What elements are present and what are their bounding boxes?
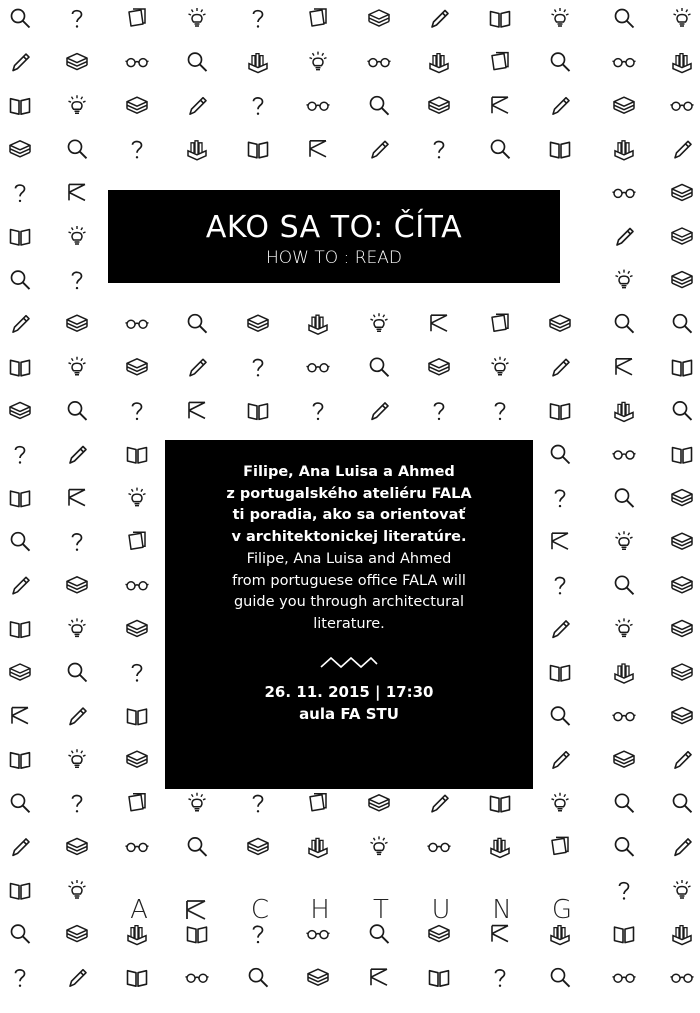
box-icon bbox=[615, 141, 633, 160]
book-icon bbox=[615, 927, 634, 943]
question-icon bbox=[435, 141, 444, 158]
logo-icon bbox=[69, 184, 85, 200]
magnifier-icon bbox=[616, 576, 634, 594]
magnifier-icon bbox=[189, 315, 207, 333]
question-icon bbox=[435, 403, 444, 420]
achtung-letter: A bbox=[130, 895, 148, 925]
magnifier-icon bbox=[189, 838, 207, 856]
magnifier-icon bbox=[552, 53, 570, 71]
logo-icon bbox=[12, 708, 28, 724]
stack-icon bbox=[614, 97, 634, 113]
box-icon bbox=[249, 54, 267, 73]
glasses-icon bbox=[613, 713, 636, 721]
glasses-icon bbox=[126, 582, 149, 590]
stack-icon bbox=[10, 141, 30, 157]
box-icon bbox=[673, 54, 691, 73]
glasses-icon bbox=[307, 102, 330, 110]
question-icon bbox=[254, 795, 263, 812]
bulb-icon bbox=[552, 793, 569, 811]
pencil-icon bbox=[432, 795, 448, 812]
logo-icon bbox=[371, 969, 387, 985]
paper-icon bbox=[310, 794, 326, 811]
magnifier-icon bbox=[12, 794, 30, 812]
pencil-icon bbox=[372, 141, 388, 158]
question-icon bbox=[133, 141, 142, 158]
bulb-icon bbox=[371, 836, 388, 854]
bulb-icon bbox=[492, 357, 509, 375]
book-icon bbox=[430, 971, 449, 987]
glasses-icon bbox=[671, 102, 694, 110]
pencil-icon bbox=[675, 752, 691, 769]
pencil-icon bbox=[553, 621, 569, 638]
pencil-icon bbox=[675, 141, 691, 158]
bulb-icon bbox=[189, 793, 206, 811]
book-icon bbox=[128, 448, 147, 464]
question-icon bbox=[556, 490, 565, 507]
magnifier-icon bbox=[552, 446, 570, 464]
paper-icon bbox=[129, 9, 145, 26]
title-box bbox=[108, 190, 560, 283]
question-icon bbox=[73, 11, 82, 28]
stack-icon bbox=[67, 838, 87, 854]
bulb-icon bbox=[69, 95, 86, 113]
book-icon bbox=[11, 622, 30, 638]
magnifier-icon bbox=[250, 969, 268, 987]
stack-icon bbox=[248, 315, 268, 331]
magnifier-icon bbox=[12, 533, 30, 551]
pencil-icon bbox=[190, 98, 206, 115]
book-icon bbox=[249, 142, 268, 158]
bulb-icon bbox=[552, 8, 569, 26]
question-icon bbox=[314, 403, 323, 420]
book-icon bbox=[551, 404, 570, 420]
book-icon bbox=[673, 448, 692, 464]
info-box bbox=[165, 440, 533, 789]
glasses-icon bbox=[307, 931, 330, 939]
magnifier-icon bbox=[674, 402, 692, 420]
zigzag-divider-icon bbox=[319, 655, 379, 669]
pencil-icon bbox=[553, 98, 569, 115]
pencil-icon bbox=[617, 229, 633, 246]
book-icon bbox=[11, 753, 30, 769]
magnifier-icon bbox=[189, 53, 207, 71]
glasses-icon bbox=[368, 59, 391, 67]
bulb-icon bbox=[310, 52, 327, 70]
stack-icon bbox=[672, 490, 692, 506]
pencil-icon bbox=[432, 11, 448, 28]
box-icon bbox=[491, 838, 509, 857]
stack-icon bbox=[10, 402, 30, 418]
bulb-icon bbox=[616, 531, 633, 549]
bulb-icon bbox=[616, 618, 633, 636]
logo-icon bbox=[310, 141, 326, 157]
event-date: 26. 11. 2015 | 17:30 bbox=[264, 683, 434, 701]
book-icon bbox=[128, 709, 147, 725]
magnifier-icon bbox=[69, 140, 87, 158]
logo-icon bbox=[552, 533, 568, 549]
pencil-icon bbox=[553, 752, 569, 769]
book-icon bbox=[491, 796, 510, 812]
book-icon bbox=[11, 491, 30, 507]
achtung-word bbox=[0, 892, 700, 928]
stack-icon bbox=[614, 751, 634, 767]
book-icon bbox=[551, 142, 570, 158]
stack-icon bbox=[10, 664, 30, 680]
question-icon bbox=[496, 970, 505, 987]
question-icon bbox=[16, 185, 25, 202]
stack-icon bbox=[67, 54, 87, 70]
book-icon bbox=[11, 99, 30, 115]
bulb-icon bbox=[69, 749, 86, 767]
book-icon bbox=[11, 360, 30, 376]
box-icon bbox=[309, 838, 327, 857]
stack-icon bbox=[672, 577, 692, 593]
achtung-letter: H bbox=[310, 895, 330, 925]
stack-icon bbox=[672, 228, 692, 244]
glasses-icon bbox=[126, 320, 149, 328]
magnifier-icon bbox=[616, 794, 634, 812]
paper-icon bbox=[552, 837, 568, 854]
logo-icon bbox=[431, 315, 447, 331]
stack-icon bbox=[127, 97, 147, 113]
question-icon bbox=[73, 534, 82, 551]
stack-icon bbox=[672, 272, 692, 288]
paper-icon bbox=[129, 794, 145, 811]
magnifier-icon bbox=[492, 140, 510, 158]
box-icon bbox=[188, 141, 206, 160]
bulb-icon bbox=[69, 618, 86, 636]
book-icon bbox=[11, 230, 30, 246]
box-icon bbox=[430, 54, 448, 73]
stack-icon bbox=[672, 184, 692, 200]
stack-icon bbox=[672, 664, 692, 680]
stack-icon bbox=[672, 533, 692, 549]
bulb-icon bbox=[674, 8, 691, 26]
magnifier-icon bbox=[616, 838, 634, 856]
paper-icon bbox=[129, 532, 145, 549]
stack-icon bbox=[127, 751, 147, 767]
stack-icon bbox=[308, 969, 328, 985]
glasses-icon bbox=[613, 59, 636, 67]
pencil-icon bbox=[70, 447, 86, 464]
magnifier-icon bbox=[371, 97, 389, 115]
question-icon bbox=[73, 795, 82, 812]
pencil-icon bbox=[372, 403, 388, 420]
box-icon bbox=[128, 926, 146, 945]
pencil-icon bbox=[13, 54, 29, 71]
magnifier-icon bbox=[616, 315, 634, 333]
pencil-icon bbox=[70, 970, 86, 987]
bulb-icon bbox=[616, 270, 633, 288]
title-main: AKO SA TO: ČÍTA bbox=[205, 210, 463, 245]
bulb-icon bbox=[129, 488, 146, 506]
stack-icon bbox=[369, 10, 389, 26]
pencil-icon bbox=[70, 708, 86, 725]
question-icon bbox=[254, 11, 263, 28]
box-icon bbox=[551, 926, 569, 945]
magnifier-icon bbox=[674, 315, 692, 333]
achtung-letter: N bbox=[492, 895, 512, 925]
logo-icon bbox=[616, 359, 632, 375]
book-icon bbox=[491, 12, 510, 28]
bulb-icon bbox=[189, 8, 206, 26]
glasses-icon bbox=[671, 974, 694, 982]
magnifier-icon bbox=[69, 402, 87, 420]
english-description: Filipe, Ana Luisa and Ahmed from portuguese office FALA will guide you through architectural literature. bbox=[232, 551, 466, 632]
stack-icon bbox=[67, 577, 87, 593]
glasses-icon bbox=[613, 974, 636, 982]
pencil-icon bbox=[553, 359, 569, 376]
stack-icon bbox=[369, 795, 389, 811]
glasses-icon bbox=[126, 843, 149, 851]
book-icon bbox=[551, 666, 570, 682]
book-icon bbox=[188, 927, 207, 943]
question-icon bbox=[254, 98, 263, 115]
question-icon bbox=[133, 403, 142, 420]
magnifier-icon bbox=[69, 664, 87, 682]
question-icon bbox=[254, 359, 263, 376]
fala-logo-icon bbox=[184, 898, 208, 922]
stack-icon bbox=[672, 708, 692, 724]
paper-icon bbox=[492, 53, 508, 70]
stack-icon bbox=[67, 315, 87, 331]
slovak-description: Filipe, Ana Luisa a Ahmed z portugalského ateliéru FALA ti poradia, ako sa orientovať v architektonickej literatúre. bbox=[226, 464, 472, 545]
pencil-icon bbox=[13, 577, 29, 594]
pencil-icon bbox=[13, 316, 29, 333]
stack-icon bbox=[67, 926, 87, 942]
magnifier-icon bbox=[552, 969, 570, 987]
glasses-icon bbox=[126, 59, 149, 67]
title-subtitle: HOW TO : READ bbox=[266, 248, 402, 268]
glasses-icon bbox=[613, 189, 636, 197]
pencil-icon bbox=[13, 839, 29, 856]
box-icon bbox=[673, 926, 691, 945]
logo-icon bbox=[492, 97, 508, 113]
magnifier-icon bbox=[12, 10, 30, 28]
bulb-icon bbox=[69, 226, 86, 244]
stack-icon bbox=[248, 838, 268, 854]
magnifier-icon bbox=[552, 707, 570, 725]
logo-icon bbox=[492, 926, 508, 942]
question-icon bbox=[73, 272, 82, 289]
paper-icon bbox=[492, 314, 508, 331]
stack-icon bbox=[127, 620, 147, 636]
stack-icon bbox=[672, 620, 692, 636]
magnifier-icon bbox=[12, 271, 30, 289]
box-icon bbox=[309, 315, 327, 334]
book-icon bbox=[128, 971, 147, 987]
pencil-icon bbox=[190, 359, 206, 376]
pencil-icon bbox=[675, 839, 691, 856]
achtung-letter: T bbox=[373, 895, 389, 925]
book-icon bbox=[673, 360, 692, 376]
stack-icon bbox=[429, 926, 449, 942]
achtung-letter: C bbox=[250, 895, 270, 925]
book-icon bbox=[249, 404, 268, 420]
question-icon bbox=[133, 665, 142, 682]
stack-icon bbox=[429, 359, 449, 375]
bulb-icon bbox=[371, 313, 388, 331]
paper-icon bbox=[310, 9, 326, 26]
question-icon bbox=[254, 926, 263, 943]
magnifier-icon bbox=[371, 358, 389, 376]
stack-icon bbox=[127, 359, 147, 375]
glasses-icon bbox=[613, 451, 636, 459]
magnifier-icon bbox=[616, 489, 634, 507]
logo-icon bbox=[189, 402, 205, 418]
glasses-icon bbox=[186, 974, 209, 982]
logo-icon bbox=[69, 490, 85, 506]
magnifier-icon bbox=[616, 10, 634, 28]
bulb-icon bbox=[69, 357, 86, 375]
achtung-letter: U bbox=[431, 895, 451, 925]
box-icon bbox=[615, 664, 633, 683]
stack-icon bbox=[429, 97, 449, 113]
question-icon bbox=[556, 577, 565, 594]
question-icon bbox=[16, 970, 25, 987]
question-icon bbox=[16, 447, 25, 464]
glasses-icon bbox=[307, 364, 330, 372]
box-icon bbox=[615, 402, 633, 421]
question-icon bbox=[496, 403, 505, 420]
glasses-icon bbox=[428, 843, 451, 851]
magnifier-icon bbox=[674, 794, 692, 812]
event-venue: aula FA STU bbox=[299, 705, 399, 723]
stack-icon bbox=[550, 315, 570, 331]
achtung-letter: G bbox=[551, 895, 573, 925]
